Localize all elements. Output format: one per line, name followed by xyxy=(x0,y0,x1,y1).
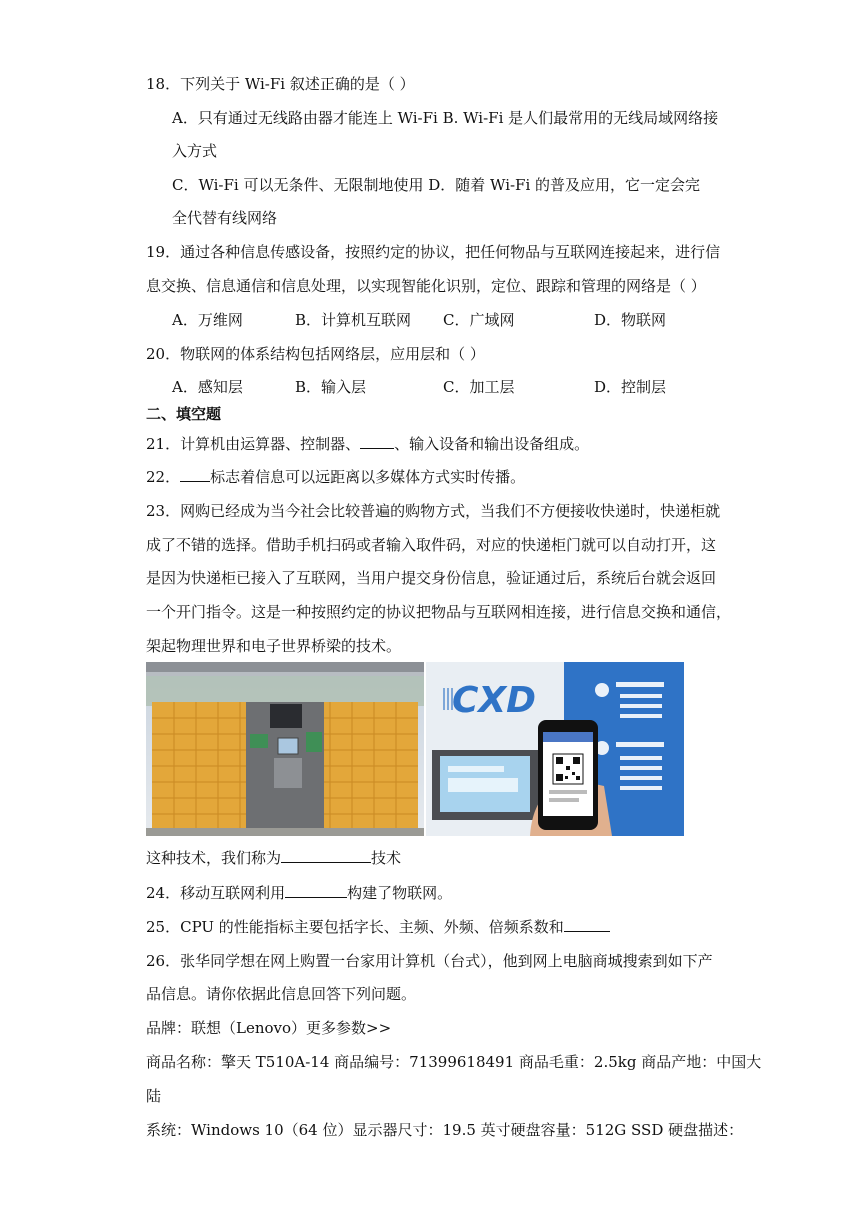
q18-options-cd-cont: 全代替有线网络 xyxy=(172,209,278,227)
q19-stem-2: 息交换、信息通信和信息处理，以实现智能化识别，定位、跟踪和管理的网络是（ ） xyxy=(146,277,706,295)
q25-blank xyxy=(564,917,610,932)
q22 xyxy=(146,467,525,487)
q26-product-line: 商品名称：擎天 T510A-14 商品编号：71399618491 商品毛重：2.5kg 商品产地：中国大 xyxy=(146,1053,762,1071)
q20-option-a: A．感知层 xyxy=(172,378,243,396)
q23-answer-line xyxy=(146,848,401,868)
q24-text-after: 构建了物联网。 xyxy=(347,884,453,902)
q24-blank xyxy=(285,883,347,898)
q23-line-1: 23．网购已经成为当今社会比较普遍的购物方式，当我们不方便接收快递时，快递柜就 xyxy=(146,502,721,520)
parcel-locker-photo xyxy=(146,662,424,836)
cxd-phone-illustration xyxy=(426,662,684,836)
q24 xyxy=(146,883,452,903)
q23-line-4: 一个开门指令。这是一种按照约定的协议把物品与互联网相连接，进行信息交换和通信， xyxy=(146,603,732,621)
q20-stem: 20．物联网的体系结构包括网络层，应用层和（ ） xyxy=(146,345,485,363)
q21-blank xyxy=(360,434,394,449)
q24-text-before: 24．移动互联网利用 xyxy=(146,884,286,902)
q22-text-before: 22． xyxy=(146,468,181,486)
cxd-logo: CXD xyxy=(452,680,537,721)
q19-option-d: D．物联网 xyxy=(594,311,667,329)
cxd-locker-phone-photo xyxy=(426,662,684,836)
q26-line-1: 26．张华同学想在网上购置一台家用计算机（台式），他到网上电脑商城搜索到如下产 xyxy=(146,952,713,970)
q20-option-c: C．加工层 xyxy=(443,378,515,396)
q19-option-b: B．计算机互联网 xyxy=(295,311,412,329)
q20-option-d: D．控制层 xyxy=(594,378,667,396)
q23-line-5: 架起物理世界和电子世界桥梁的技术。 xyxy=(146,637,402,655)
q23-after-after: 技术 xyxy=(371,849,402,867)
q19-stem-1: 19．通过各种信息传感设备，按照约定的协议，把任何物品与互联网连接起来，进行信 xyxy=(146,243,721,261)
q26-product-line-cont: 陆 xyxy=(146,1087,162,1105)
q26-brand-line: 品牌：联想（Lenovo）更多参数>> xyxy=(146,1019,392,1037)
q26-line-2: 品信息。请你依据此信息回答下列问题。 xyxy=(146,985,417,1003)
q23-line-3: 是因为快递柜已接入了互联网，当用户提交身份信息，验证通过后，系统后台就会返回 xyxy=(146,569,717,587)
q21-text-before: 21．计算机由运算器、控制器、 xyxy=(146,435,361,453)
q25 xyxy=(146,917,610,937)
q19-option-a: A．万维网 xyxy=(172,311,243,329)
q26-system-line: 系统：Windows 10（64 位）显示器尺寸：19.5 英寸硬盘容量：512G SSD 硬盘描述： xyxy=(146,1121,744,1139)
q25-text-before: 25．CPU 的性能指标主要包括字长、主频、外频、倍频系数和 xyxy=(146,918,564,936)
q18-options-cd: C．Wi-Fi 可以无条件、无限制地使用 D．随着 Wi-Fi 的普及应用，它一定会完 xyxy=(172,176,701,194)
q18-stem: 18．下列关于 Wi-Fi 叙述正确的是（ ） xyxy=(146,75,415,93)
q23-line-2: 成了不错的选择。借助手机扫码或者输入取件码，对应的快递柜门就可以自动打开，这 xyxy=(146,536,717,554)
q21-text-after: 、输入设备和输出设备组成。 xyxy=(394,435,590,453)
q23-after-before: 这种技术，我们称为 xyxy=(146,849,282,867)
q19-option-c: C．广域网 xyxy=(443,311,515,329)
q22-blank xyxy=(180,467,210,482)
q22-text-after: 标志着信息可以远距离以多媒体方式实时传播。 xyxy=(210,468,526,486)
q21 xyxy=(146,434,589,454)
q20-option-b: B．输入层 xyxy=(295,378,367,396)
parcel-locker-illustration xyxy=(146,662,424,836)
q18-options-ab-cont: 入方式 xyxy=(172,142,218,160)
section-heading-fill-in: 二、填空题 xyxy=(146,405,222,423)
q23-blank xyxy=(281,848,371,863)
q18-options-ab: A．只有通过无线路由器才能连上 Wi-Fi B. Wi-Fi 是人们最常用的无线局域网络接 xyxy=(172,109,719,127)
